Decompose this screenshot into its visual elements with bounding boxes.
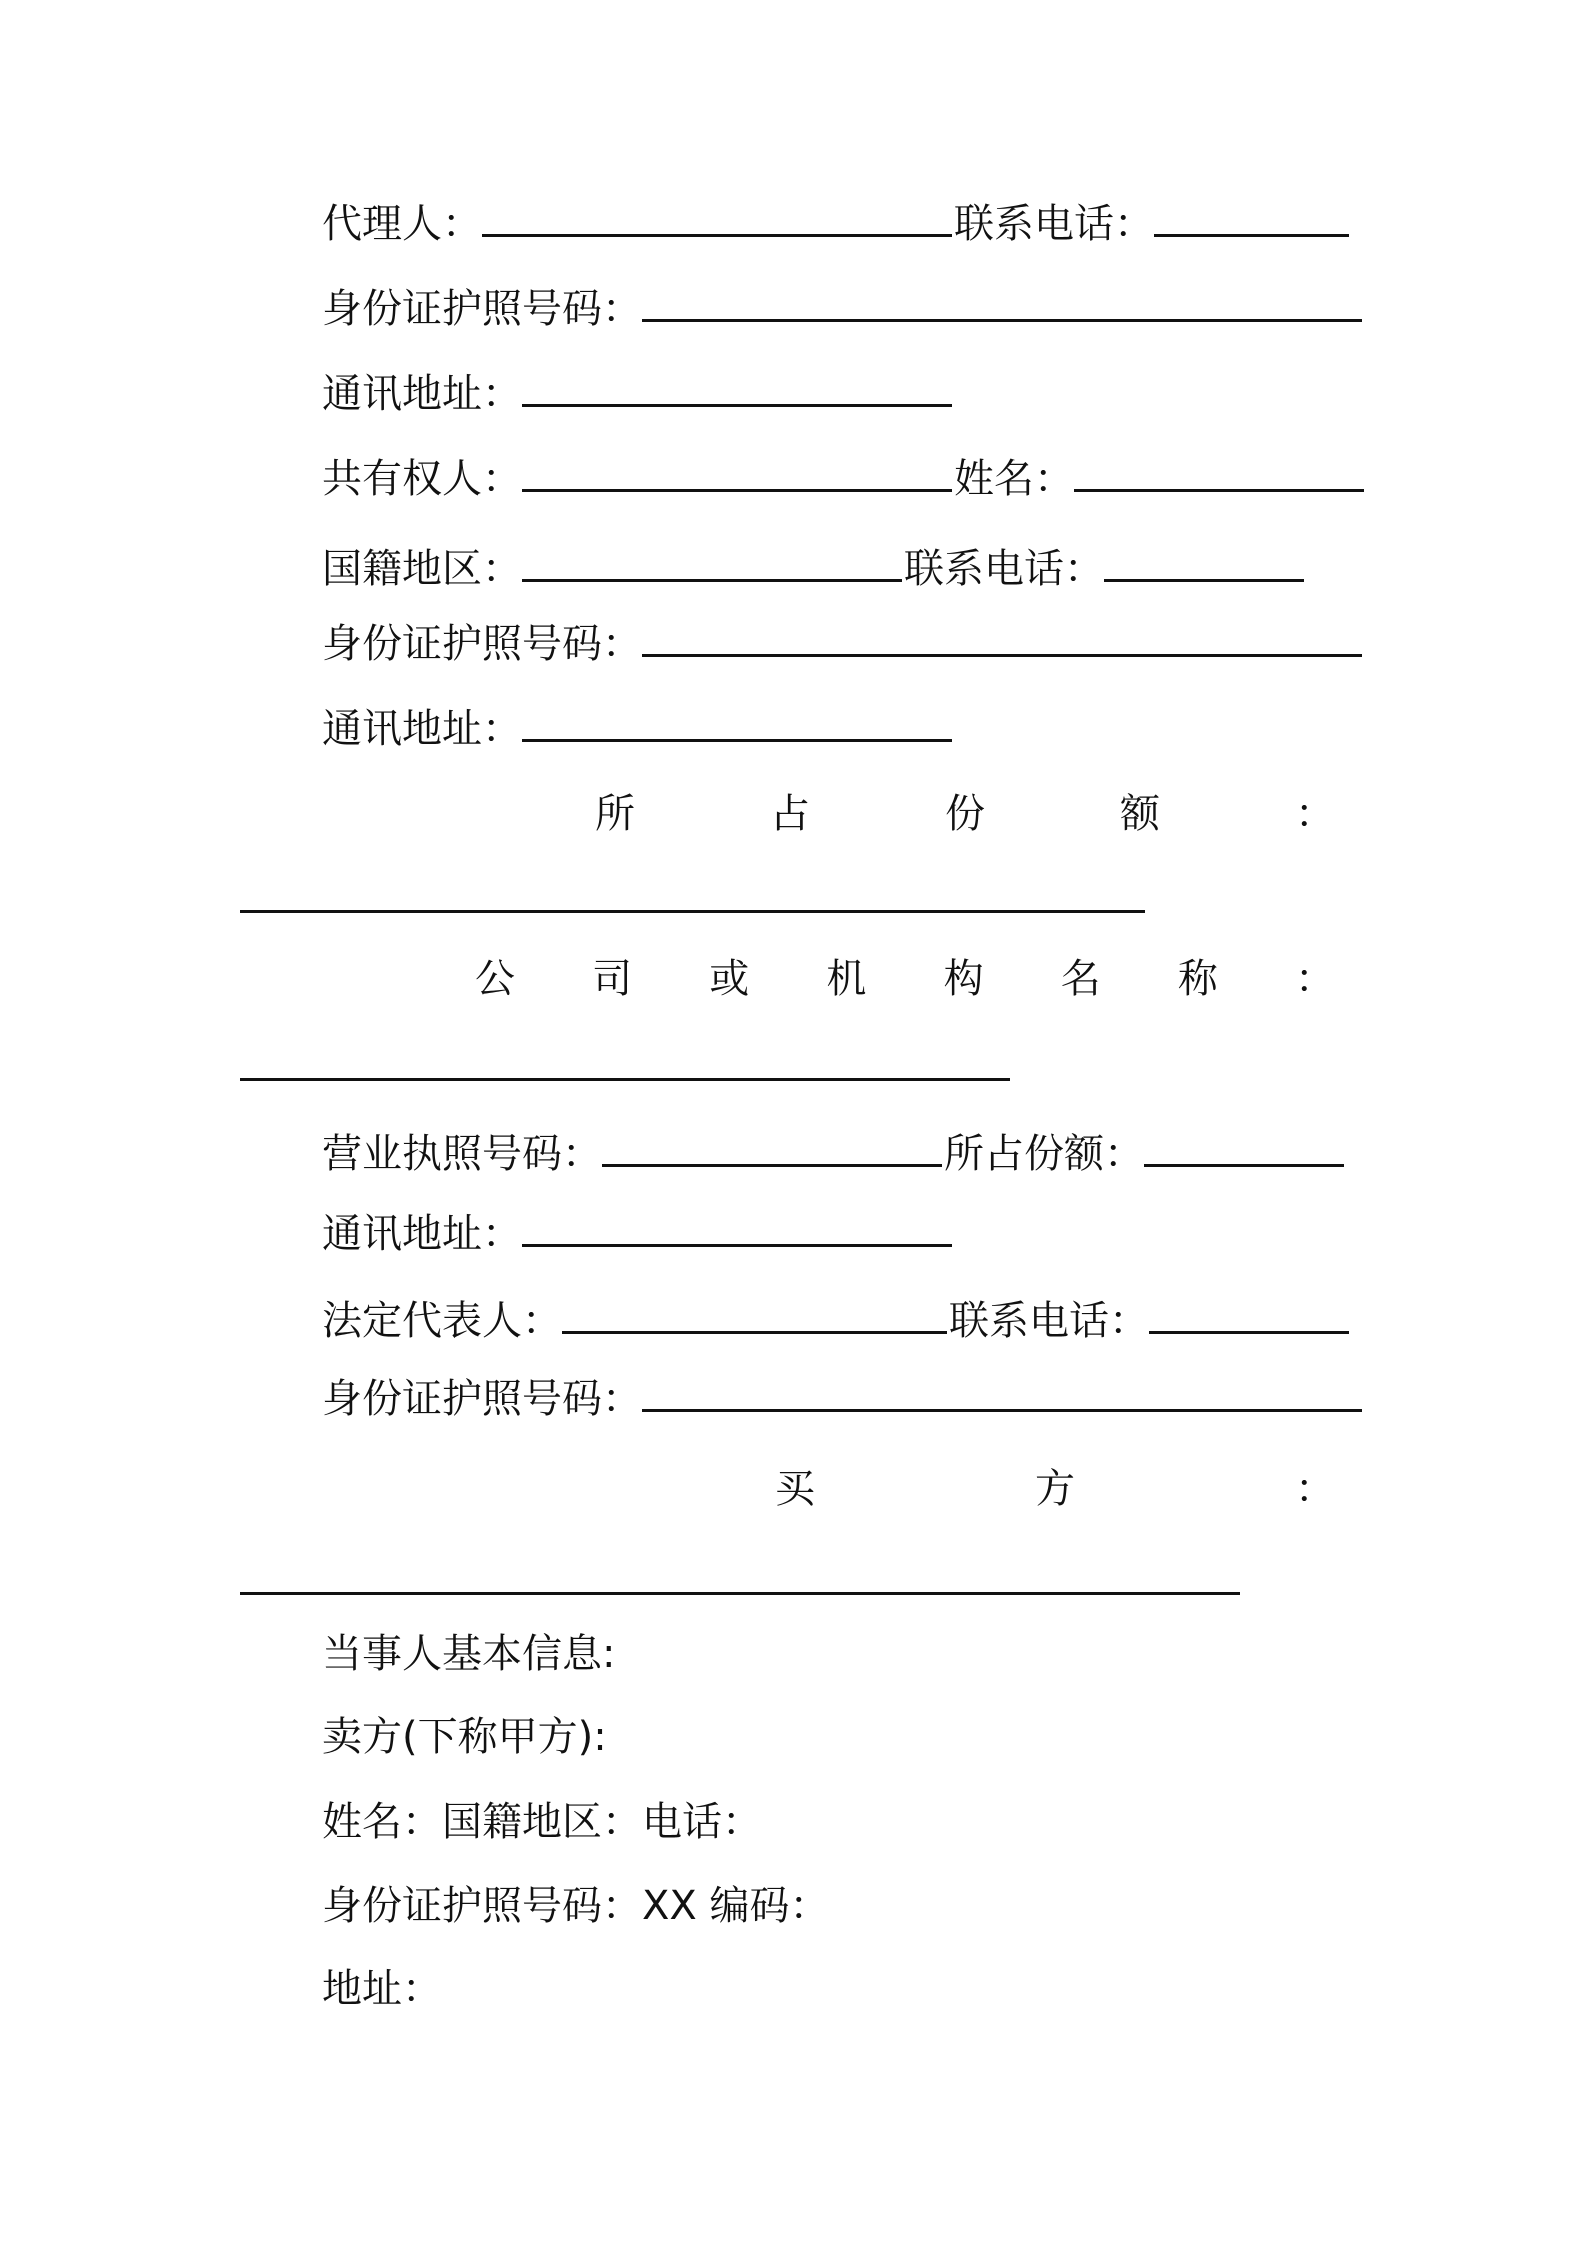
share-char: 份 bbox=[945, 791, 985, 837]
buyer-char: 买 bbox=[775, 1466, 815, 1512]
co-owner-region-field[interactable] bbox=[522, 545, 902, 582]
co-owner-region-label: 国籍地区： bbox=[322, 546, 522, 592]
agent-phone-label: 联系电话： bbox=[954, 201, 1154, 247]
company-share-label: 所占份额： bbox=[944, 1131, 1144, 1177]
company-share-field[interactable] bbox=[1144, 1130, 1344, 1167]
co-owner-address-row bbox=[322, 705, 954, 753]
co-owner-phone-field[interactable] bbox=[1104, 545, 1304, 582]
basic-info-heading: 当事人基本信息: bbox=[322, 1631, 616, 1677]
agent-id-label: 身份证护照号码： bbox=[322, 286, 642, 332]
agent-address-label: 通讯地址： bbox=[322, 371, 522, 417]
company-license-label: 营业执照号码： bbox=[322, 1131, 602, 1177]
co-owner-id-label: 身份证护照号码： bbox=[322, 621, 642, 667]
company-address-field[interactable] bbox=[522, 1210, 952, 1247]
company-name-char: 机 bbox=[826, 956, 867, 1002]
agent-name-field[interactable] bbox=[482, 200, 952, 237]
co-owner-field[interactable] bbox=[522, 455, 952, 492]
co-owner-region-row bbox=[322, 545, 1306, 593]
agent-id-field[interactable] bbox=[642, 285, 1362, 322]
company-name-char: ： bbox=[1294, 956, 1335, 1002]
seller-heading: 卖方(下称甲方): bbox=[322, 1714, 607, 1760]
share-char: ： bbox=[1295, 791, 1335, 837]
seller-address: 地址： bbox=[322, 1966, 442, 2012]
share-char: 占 bbox=[770, 791, 810, 837]
co-owner-share-label bbox=[595, 790, 1335, 838]
co-owner-row bbox=[322, 455, 1366, 503]
company-phone-label: 联系电话： bbox=[949, 1298, 1149, 1344]
agent-row bbox=[322, 200, 1351, 248]
company-id-row bbox=[322, 1375, 1364, 1423]
company-address-row bbox=[322, 1210, 954, 1258]
company-name-char: 名 bbox=[1060, 956, 1101, 1002]
company-id-field[interactable] bbox=[642, 1375, 1362, 1412]
company-name-char: 公 bbox=[475, 956, 515, 1002]
company-phone-field[interactable] bbox=[1149, 1297, 1349, 1334]
company-license-row bbox=[322, 1130, 1346, 1178]
buyer-char: 方 bbox=[1035, 1466, 1075, 1512]
company-name-char: 或 bbox=[709, 956, 750, 1002]
co-owner-phone-label: 联系电话： bbox=[904, 546, 1104, 592]
company-rep-label: 法定代表人： bbox=[322, 1298, 562, 1344]
share-char: 所 bbox=[595, 791, 635, 837]
company-rep-row bbox=[322, 1297, 1351, 1345]
co-owner-share-field[interactable] bbox=[240, 910, 1145, 913]
seller-name-region-phone: 姓名：国籍地区：电话： bbox=[322, 1799, 762, 1845]
share-char: 额 bbox=[1120, 791, 1160, 837]
company-name-char: 称 bbox=[1177, 956, 1218, 1002]
buyer-field[interactable] bbox=[240, 1592, 1240, 1595]
co-owner-name-field[interactable] bbox=[1074, 455, 1364, 492]
company-license-field[interactable] bbox=[602, 1130, 942, 1167]
co-owner-id-row bbox=[322, 620, 1364, 668]
agent-address-row bbox=[322, 370, 954, 418]
company-name-char: 司 bbox=[592, 956, 633, 1002]
company-name-label bbox=[475, 955, 1335, 1003]
agent-id-row bbox=[322, 285, 1364, 333]
co-owner-address-label: 通讯地址： bbox=[322, 706, 522, 752]
seller-id-code: 身份证护照号码：XX 编码： bbox=[322, 1883, 830, 1929]
company-id-label: 身份证护照号码： bbox=[322, 1376, 642, 1422]
company-name-char: 构 bbox=[943, 956, 984, 1002]
agent-address-field[interactable] bbox=[522, 370, 952, 407]
company-address-label: 通讯地址： bbox=[322, 1211, 522, 1257]
co-owner-label: 共有权人： bbox=[322, 456, 522, 502]
company-name-field[interactable] bbox=[240, 1078, 1010, 1081]
co-owner-name-label: 姓名： bbox=[954, 456, 1074, 502]
buyer-char: ： bbox=[1295, 1466, 1335, 1512]
co-owner-id-field[interactable] bbox=[642, 620, 1362, 657]
agent-name-label: 代理人： bbox=[322, 201, 482, 247]
company-rep-field[interactable] bbox=[562, 1297, 947, 1334]
co-owner-address-field[interactable] bbox=[522, 705, 952, 742]
agent-phone-field[interactable] bbox=[1154, 200, 1349, 237]
buyer-label bbox=[775, 1465, 1335, 1513]
